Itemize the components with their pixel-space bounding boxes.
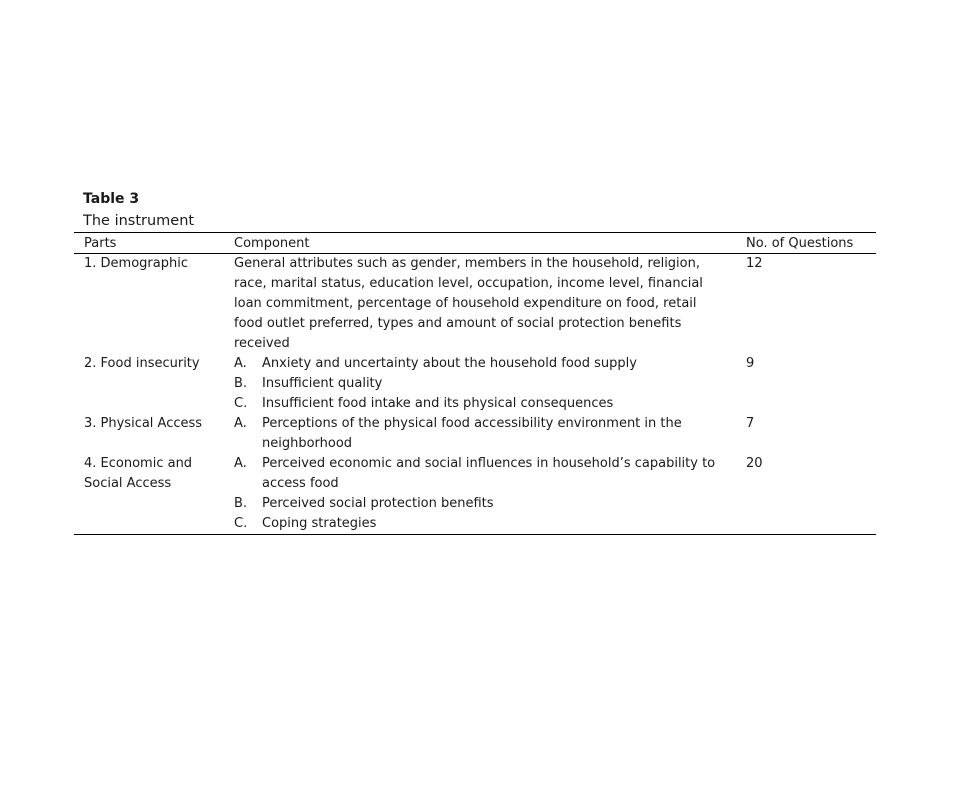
table-title: Table 3 [83,191,140,207]
list-item [234,354,729,374]
table-top-rule [74,232,876,233]
list-item [234,374,729,394]
row-2-component [234,354,729,414]
row-1-part: 1. Demographic [84,256,188,271]
list-item [234,414,729,454]
row-3-questions: 7 [746,416,755,431]
header-component: Component [234,236,310,251]
list-item [234,454,729,494]
list-item [234,394,729,414]
row-4-component [234,454,729,534]
row-1-component: General attributes such as gender, members in the household, religion, race, marital status, education level, occupation, income level, financial loan commitment, percentage of household expenditure on food, retail food outlet preferred, types and amount of social protection benefits received [234,256,703,351]
item-marker: B. [234,376,248,391]
row-2-questions: 9 [746,356,755,371]
item-marker: B. [234,496,248,511]
list-item [234,514,729,534]
list-item [234,494,729,514]
item-text: Insufficient quality [262,376,383,391]
item-text: Anxiety and uncertainty about the household food supply [262,356,637,371]
row-4-questions: 20 [746,456,763,471]
item-text: Insufficient food intake and its physical consequences [262,396,614,411]
row-4-part: 4. Economic and Social Access [84,456,193,491]
row-3-component [234,414,729,454]
table-subtitle: The instrument [83,213,195,229]
item-text: Perceived social protection benefits [262,496,494,511]
item-text: Perceptions of the physical food accessibility environment in the neighborhood [262,416,682,451]
item-marker: C. [234,516,248,531]
item-text: Perceived economic and social influences in household’s capability to access food [262,456,716,491]
header-questions: No. of Questions [746,236,854,251]
item-text: Coping strategies [262,516,377,531]
table-bottom-rule [74,534,876,535]
row-1-questions: 12 [746,256,763,271]
item-marker: A. [234,456,247,471]
row-3-part: 3. Physical Access [84,416,203,431]
item-marker: A. [234,416,247,431]
item-marker: A. [234,356,247,371]
item-marker: C. [234,396,248,411]
header-parts: Parts [84,236,117,251]
row-2-part: 2. Food insecurity [84,356,200,371]
